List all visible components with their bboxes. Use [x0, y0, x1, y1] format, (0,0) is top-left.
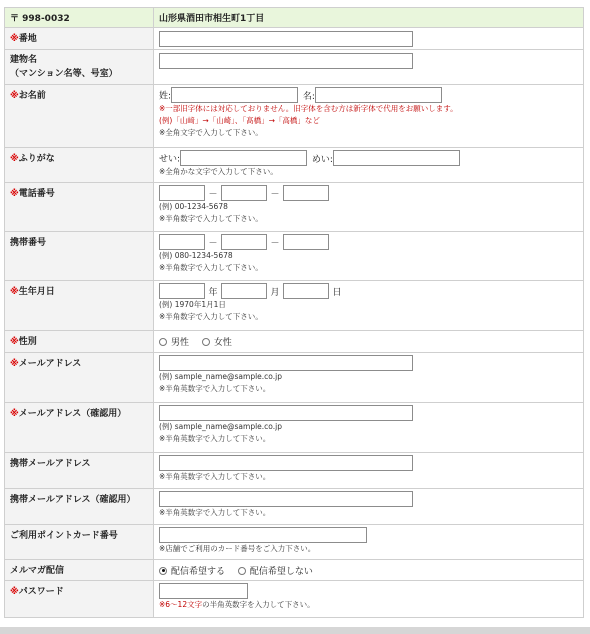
banchi-label-cell [5, 28, 154, 50]
mobile-email-label-cell [5, 453, 154, 489]
furigana-note: ※全角かな文字で入力して下さい。 [159, 167, 278, 176]
furigana-value-cell [154, 148, 584, 183]
tel-label: 電話番号 [18, 189, 55, 199]
email-example: (例) sample_name@sample.co.jp [159, 372, 282, 381]
birth-label-cell [5, 281, 154, 331]
email-confirm-label: メールアドレス（確認用） [18, 409, 127, 419]
email-note: ※半角英数字で入力して下さい。 [159, 384, 271, 393]
mobile-email-confirm-note: ※半角英数字で入力して下さい。 [159, 508, 271, 517]
email-confirm-value-cell [154, 403, 584, 453]
postal-row [5, 8, 584, 28]
point-card-label: ご利用ポイントカード番号 [10, 531, 118, 541]
password-value-cell [154, 581, 584, 618]
birth-month-input[interactable] [221, 283, 267, 299]
building-sublabel: （マンション名等、号室） [10, 69, 118, 79]
email-input[interactable] [159, 355, 413, 371]
email-confirm-note: ※半角英数字で入力して下さい。 [159, 434, 271, 443]
mobile-email-input[interactable] [159, 455, 413, 471]
birth-value-cell [154, 281, 584, 331]
mobile-email-confirm-row [5, 489, 584, 525]
mei-label: 名: [302, 91, 315, 102]
tel-part1-input[interactable] [159, 185, 205, 201]
tel-value-cell [154, 183, 584, 232]
password-label-cell [5, 581, 154, 618]
banchi-row [5, 28, 584, 50]
name-note-zenkaku: ※全角文字で入力して下さい。 [159, 128, 263, 137]
name-label: お名前 [18, 91, 46, 101]
building-input[interactable] [159, 53, 413, 69]
furigana-row [5, 148, 584, 183]
email-label-cell [5, 353, 154, 403]
password-note-rest: の半角英数字を入力して下さい。 [202, 600, 315, 609]
mobile-part2-input[interactable] [221, 234, 267, 250]
building-label-cell [5, 50, 154, 85]
name-row [5, 85, 584, 148]
gender-row [5, 331, 584, 353]
furigana-first-input[interactable] [333, 150, 460, 166]
name-note-kanji: ※一部旧字体には対応しておりません。旧字体を含む方は新字体で代用をお願いします。 [159, 104, 458, 113]
name-value-cell [154, 85, 584, 148]
tel-label-cell [5, 183, 154, 232]
password-note-length: ※6～12文字 [159, 600, 203, 609]
required-mark: ※ [10, 337, 19, 347]
required-mark: ※ [10, 287, 19, 297]
mobile-email-label: 携帯メールアドレス [10, 459, 91, 469]
mobile-email-confirm-input[interactable] [159, 491, 413, 507]
mobile-example: (例) 080-1234-5678 [159, 251, 233, 260]
required-mark: ※ [10, 189, 19, 199]
gender-male-radio[interactable] [159, 338, 167, 346]
building-row [5, 50, 584, 85]
email-row [5, 353, 584, 403]
mobile-email-value-cell [154, 453, 584, 489]
email-confirm-label-cell [5, 403, 154, 453]
birth-label: 生年月日 [18, 287, 55, 297]
mobile-label: 携帯番号 [10, 238, 47, 248]
point-card-row [5, 525, 584, 560]
password-row [5, 581, 584, 618]
mobile-value-cell [154, 232, 584, 281]
footer-bar [0, 627, 590, 634]
tel-row [5, 183, 584, 232]
mobile-part1-input[interactable] [159, 234, 205, 250]
mobile-sep: － [270, 238, 280, 249]
required-mark: ※ [10, 34, 19, 44]
newsletter-label: メルマガ配信 [10, 566, 65, 576]
furigana-mei-label: めい: [311, 154, 333, 165]
point-card-input[interactable] [159, 527, 367, 543]
gender-label: 性別 [18, 337, 37, 347]
newsletter-yes-radio[interactable] [159, 567, 167, 575]
tel-part3-input[interactable] [283, 185, 329, 201]
gender-female-label[interactable]: 女性 [213, 338, 232, 348]
banchi-value-cell [154, 28, 584, 50]
furigana-label: ふりがな [18, 154, 55, 164]
birth-note: ※半角数字で入力して下さい。 [159, 312, 263, 321]
required-mark: ※ [10, 154, 19, 164]
required-mark: ※ [10, 359, 19, 369]
point-card-value-cell [154, 525, 584, 560]
mobile-email-confirm-label: 携帯メールアドレス（確認用） [10, 495, 136, 505]
gender-male-label[interactable]: 男性 [171, 338, 190, 348]
required-mark: ※ [10, 409, 19, 419]
newsletter-label-cell [5, 560, 154, 581]
last-name-input[interactable] [171, 87, 298, 103]
email-label: メールアドレス [18, 359, 82, 369]
building-label: 建物名 [10, 55, 38, 65]
year-unit: 年 [208, 287, 218, 298]
gender-female-radio[interactable] [202, 338, 210, 346]
gender-label-cell [5, 331, 154, 353]
name-note-example: (例)「山﨑」→「山崎」、「髙橋」→「高橋」など [159, 116, 320, 125]
tel-sep: － [270, 189, 280, 200]
birth-year-input[interactable] [159, 283, 205, 299]
furigana-last-input[interactable] [180, 150, 307, 166]
furigana-label-cell [5, 148, 154, 183]
required-mark: ※ [10, 587, 19, 597]
first-name-input[interactable] [315, 87, 442, 103]
password-label: パスワード [18, 587, 64, 597]
email-confirm-row [5, 403, 584, 453]
tel-sep: － [208, 189, 218, 200]
email-value-cell [154, 353, 584, 403]
tel-part2-input[interactable] [221, 185, 267, 201]
mobile-note: ※半角数字で入力して下さい。 [159, 263, 263, 272]
sei-label: 姓: [159, 91, 172, 102]
email-confirm-example: (例) sample_name@sample.co.jp [159, 422, 282, 431]
postal-address: 山形県酒田市相生町1丁目 [159, 14, 265, 24]
registration-form [4, 7, 584, 618]
postal-mark: 〒 [10, 14, 20, 24]
mobile-row [5, 232, 584, 281]
required-mark: ※ [10, 91, 19, 101]
building-value-cell [154, 50, 584, 85]
postal-code-cell [5, 8, 154, 28]
point-card-note: ※店舗でご利用のカード番号をご入力下さい。 [159, 544, 316, 553]
newsletter-no-label[interactable]: 配信希望しない [249, 567, 313, 577]
newsletter-no-radio[interactable] [238, 567, 246, 575]
mobile-email-confirm-value-cell [154, 489, 584, 525]
mobile-email-note: ※半角英数字で入力して下さい。 [159, 472, 271, 481]
banchi-input[interactable] [159, 31, 413, 47]
newsletter-value-cell [154, 560, 584, 581]
mobile-email-row [5, 453, 584, 489]
mobile-label-cell [5, 232, 154, 281]
postal-code: 998-0032 [22, 14, 70, 24]
mobile-part3-input[interactable] [283, 234, 329, 250]
password-note [159, 599, 583, 611]
postal-address-cell [154, 8, 584, 28]
password-input[interactable] [159, 583, 248, 599]
mobile-email-confirm-label-cell [5, 489, 154, 525]
day-unit: 日 [332, 287, 342, 298]
name-label-cell [5, 85, 154, 148]
banchi-label: 番地 [18, 34, 37, 44]
email-confirm-input[interactable] [159, 405, 413, 421]
gender-value-cell [154, 331, 584, 353]
mobile-sep: － [208, 238, 218, 249]
month-unit: 月 [270, 287, 280, 298]
tel-example: (例) 00-1234-5678 [159, 202, 228, 211]
furigana-sei-label: せい: [159, 154, 181, 165]
birth-row [5, 281, 584, 331]
point-card-label-cell [5, 525, 154, 560]
newsletter-row [5, 560, 584, 581]
birth-day-input[interactable] [283, 283, 329, 299]
newsletter-yes-label[interactable]: 配信希望する [171, 567, 226, 577]
birth-example: (例) 1970年1月1日 [159, 300, 226, 309]
tel-note: ※半角数字で入力して下さい。 [159, 214, 263, 223]
